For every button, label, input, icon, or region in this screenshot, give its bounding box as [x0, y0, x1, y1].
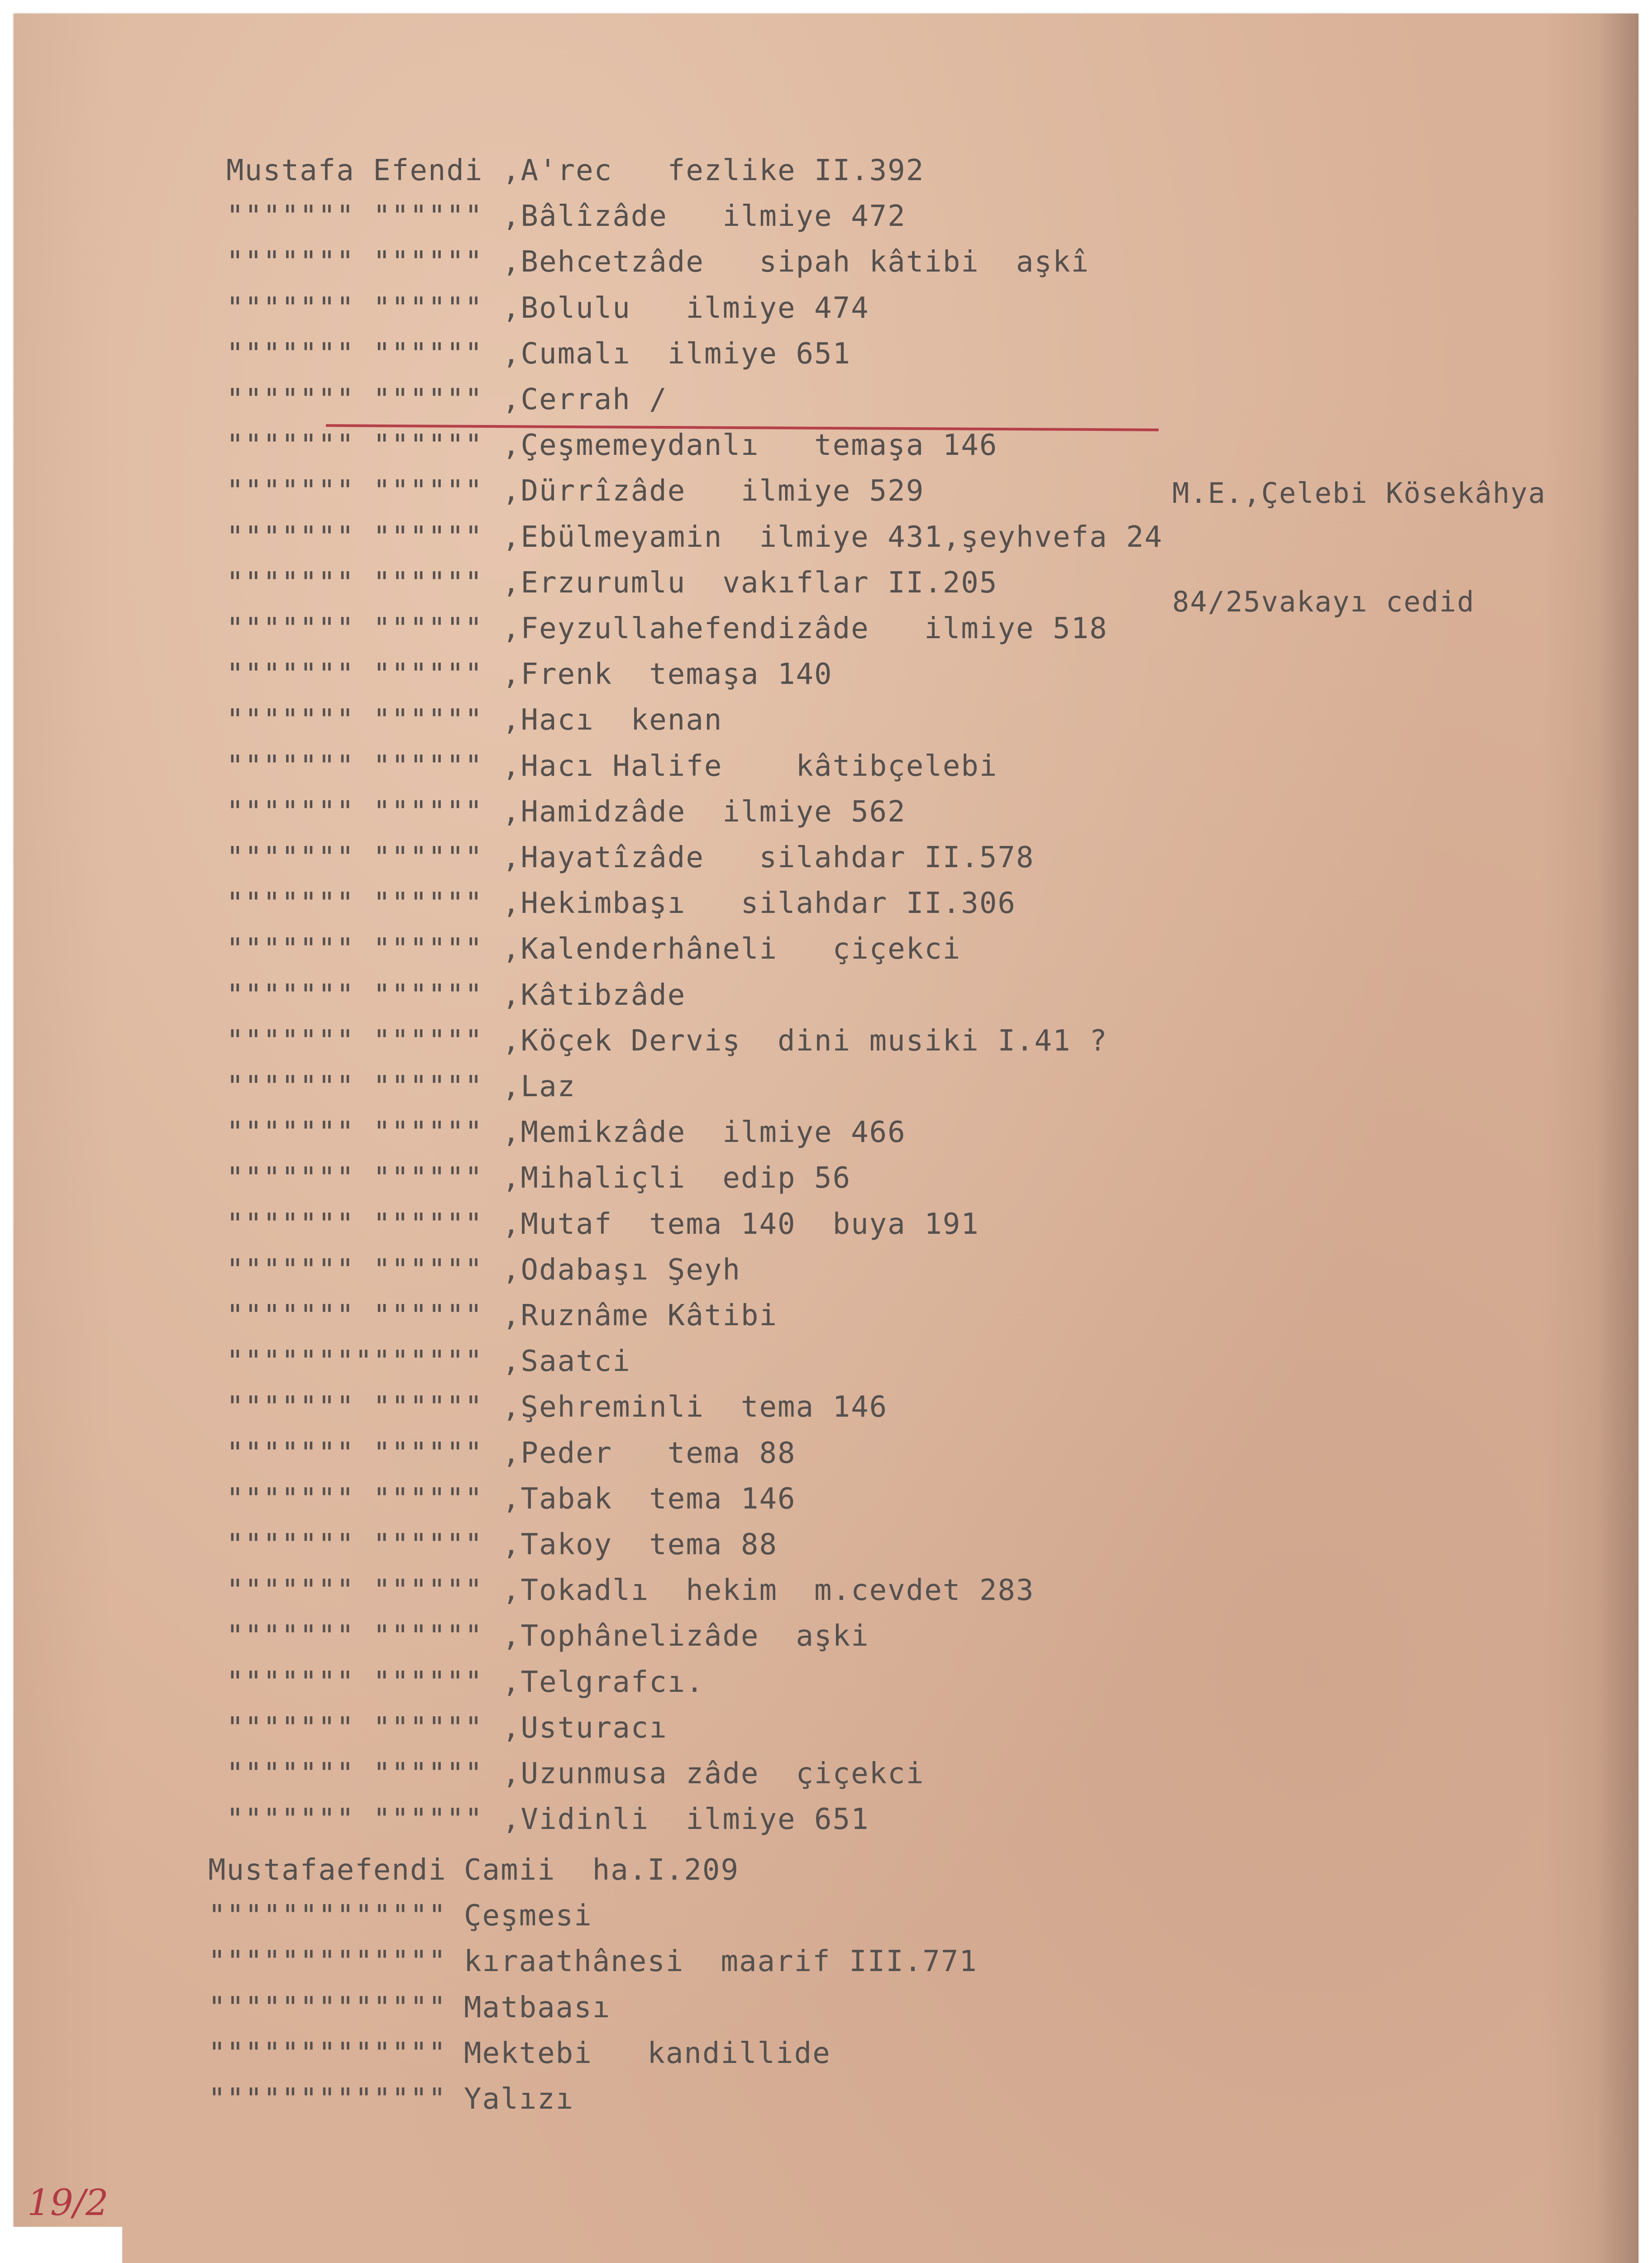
ditto-marks: """"""" """""" [226, 1665, 483, 1699]
page-edge-shadow [1598, 14, 1638, 2263]
ditto-marks: """"""" """""" [226, 1390, 483, 1424]
ditto-marks: """"""" """""" [226, 841, 483, 874]
entry-text: ,Kâtibzâde [502, 978, 686, 1012]
entry-text: ,Feyzullahefendizâde ilmiye 518 [502, 612, 1108, 645]
entry-text: Mektebi kandillide [464, 2036, 831, 2070]
ditto-marks: """"""" """""" [226, 429, 483, 463]
entry-text: ,Ruznâme Kâtibi [502, 1299, 778, 1332]
entry-text: ,Behcetzâde sipah kâtibi aşkî [502, 245, 1089, 279]
entry-text: ,Usturacı [502, 1711, 668, 1745]
ditto-marks: """"""" """""" [226, 1619, 483, 1653]
ditto-marks: """"""" """""" [226, 1024, 483, 1058]
ditto-marks: """"""" """""" [226, 566, 483, 600]
entry-text: ,Tophânelizâde aşki [502, 1619, 869, 1653]
page-number: 19/2 [27, 2182, 109, 2224]
ditto-marks: """"""" """""" [226, 887, 483, 921]
entry-text: ,Hacı Halife kâtibçelebi [502, 749, 998, 783]
entry-text: ,Odabaşı Şeyh [502, 1253, 741, 1287]
ditto-marks: """"""""""""" [208, 2036, 447, 2070]
entry-text: ,Laz [502, 1070, 576, 1103]
ditto-marks: """"""" """""" [226, 1161, 483, 1195]
entry-text: ,Cumalı ilmiye 651 [502, 337, 851, 371]
ditto-marks: """"""""""""" [208, 1899, 447, 1933]
entry-head-name: Mustafa Efendi [226, 154, 483, 187]
ditto-marks: """"""" """""" [226, 749, 483, 783]
ditto-marks: """"""" """""" [226, 1436, 483, 1470]
entry-text: Matbaası [464, 1991, 611, 2024]
entry-text: ,Hacı kenan [502, 703, 723, 737]
entry-text: ,Dürrîzâde ilmiye 529 [502, 474, 925, 508]
entry-text: Camii ha.I.209 [464, 1853, 739, 1887]
entry-text: kıraathânesi maarif III.771 [464, 1945, 978, 1979]
ditto-marks: """"""" """""" [226, 1070, 483, 1103]
ditto-marks: """"""" """""" [226, 1482, 483, 1516]
ditto-marks: """""""""""""" [226, 1345, 483, 1379]
entry-head-name: Mustafaefendi [208, 1853, 447, 1887]
ditto-marks: """"""" """""" [226, 1757, 483, 1790]
torn-corner [0, 2227, 122, 2263]
entry-text: ,Vidinli ilmiye 651 [502, 1803, 869, 1837]
entry-text: ,Çeşmemeydanlı temaşa 146 [502, 429, 998, 463]
entry-text: ,Bâlîzâde ilmiye 472 [502, 200, 906, 234]
entry-text: ,Ebülmeyamin ilmiye 431,şeyhvefa 24 [502, 520, 1163, 554]
entry-text: ,Bolulu ilmiye 474 [502, 291, 869, 325]
entry-text: ,Tabak tema 146 [502, 1482, 796, 1516]
ditto-marks: """"""" """""" [226, 291, 483, 325]
entry-text: ,Cerrah / [502, 383, 668, 416]
margin-note-line-2: 84/25vakayı cedid [1172, 585, 1475, 618]
ditto-marks: """"""""""""" [208, 1945, 447, 1979]
entry-text: ,Tokadlı hekim m.cevdet 283 [502, 1574, 1035, 1608]
ditto-marks: """"""" """""" [226, 383, 483, 416]
ditto-marks: """"""" """""" [226, 200, 483, 234]
entry-text: ,Köçek Derviş dini musiki I.41 ? [502, 1024, 1108, 1058]
entry-text: ,Hekimbaşı silahdar II.306 [502, 887, 1016, 921]
margin-note [1172, 403, 1546, 692]
entry-text: Çeşmesi [464, 1899, 592, 1933]
ditto-marks: """"""" """""" [226, 1299, 483, 1332]
ditto-marks: """"""" """""" [226, 932, 483, 966]
ditto-marks: """"""""""""" [208, 2082, 447, 2116]
entry-text: ,A'rec fezlike II.392 [502, 154, 925, 187]
ditto-marks: """"""" """""" [226, 612, 483, 645]
ditto-marks: """"""" """""" [226, 978, 483, 1012]
ditto-marks: """"""" """""" [226, 1207, 483, 1241]
ditto-marks: """"""" """""" [226, 1803, 483, 1837]
ditto-marks: """"""" """""" [226, 658, 483, 692]
ditto-marks: """"""" """""" [226, 1574, 483, 1608]
ditto-marks: """"""" """""" [226, 245, 483, 279]
entry-text: ,Kalenderhâneli çiçekci [502, 932, 961, 966]
entry-text: ,Mihaliçli edip 56 [502, 1161, 851, 1195]
ditto-marks: """"""" """""" [226, 520, 483, 554]
entry-text: ,Şehreminli tema 146 [502, 1390, 888, 1424]
entry-text: ,Uzunmusa zâde çiçekci [502, 1757, 925, 1790]
entry-text: ,Telgrafcı. [502, 1665, 704, 1699]
entry-text: ,Takoy tema 88 [502, 1528, 778, 1561]
entry-text: ,Frenk temaşa 140 [502, 658, 833, 692]
entry-text: ,Peder tema 88 [502, 1436, 796, 1470]
ditto-marks: """"""" """""" [226, 1116, 483, 1150]
entry-text: ,Hayatîzâde silahdar II.578 [502, 841, 1035, 874]
entry-text: ,Mutaf tema 140 buya 191 [502, 1207, 979, 1241]
ditto-marks: """"""" """""" [226, 474, 483, 508]
ditto-marks: """"""""""""" [208, 1991, 447, 2024]
document-page [14, 14, 1638, 2263]
ditto-marks: """"""" """""" [226, 1528, 483, 1561]
entry-text: Yalızı [464, 2082, 574, 2116]
entry-text: ,Saatci [502, 1345, 631, 1379]
entry-text: ,Erzurumlu vakıflar II.205 [502, 566, 998, 600]
ditto-marks: """"""" """""" [226, 1253, 483, 1287]
ditto-marks: """"""" """""" [226, 1711, 483, 1745]
ditto-marks: """"""" """""" [226, 337, 483, 371]
ditto-marks: """"""" """""" [226, 703, 483, 737]
ditto-marks: """"""" """""" [226, 795, 483, 829]
entry-text: ,Hamidzâde ilmiye 562 [502, 795, 906, 829]
margin-note-line-1: M.E.,Çelebi Kösekâhya [1172, 477, 1546, 510]
entry-text: ,Memikzâde ilmiye 466 [502, 1116, 906, 1150]
